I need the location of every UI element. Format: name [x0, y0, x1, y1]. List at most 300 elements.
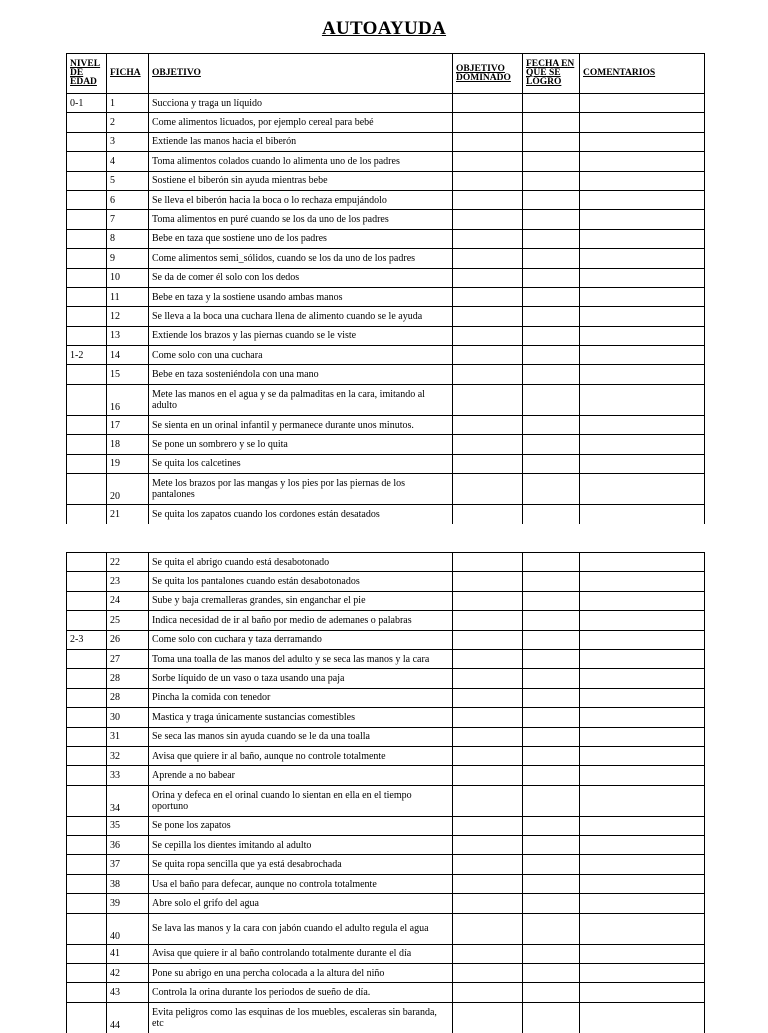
fecha-cell	[523, 669, 580, 688]
header-ficha: FICHA	[107, 54, 149, 94]
ficha-cell: 8	[107, 229, 149, 248]
fecha-cell	[523, 688, 580, 707]
ficha-cell: 32	[107, 746, 149, 765]
fecha-cell	[523, 365, 580, 384]
fecha-cell	[523, 132, 580, 151]
ficha-cell: 42	[107, 964, 149, 983]
objetivo-cell: Evita peligros como las esquinas de los muebles, escaleras sin baranda, etc	[149, 1002, 453, 1033]
objetivo-cell: Abre solo el grifo del agua	[149, 894, 453, 913]
objetivo-cell: Usa el baño para defecar, aunque no controla totalmente	[149, 874, 453, 893]
fecha-cell	[523, 268, 580, 287]
comentarios-cell	[580, 190, 705, 209]
comentarios-cell	[580, 688, 705, 707]
table-row	[67, 326, 705, 345]
comentarios-cell	[580, 415, 705, 434]
fecha-cell	[523, 415, 580, 434]
objetivo-cell: Orina y defeca en el orinal cuando lo sientan en ella en el tiempo oportuno	[149, 785, 453, 816]
table-row	[67, 1002, 705, 1033]
ficha-cell: 18	[107, 435, 149, 454]
comentarios-cell	[580, 474, 705, 505]
ficha-cell: 27	[107, 649, 149, 668]
objetivo-dominado-cell	[453, 874, 523, 893]
objetivo-dominado-cell	[453, 630, 523, 649]
objetivo-cell: Se da de comer él solo con los dedos	[149, 268, 453, 287]
fecha-cell	[523, 855, 580, 874]
nivel-cell	[67, 132, 107, 151]
nivel-cell: 1-2	[67, 346, 107, 365]
objetivo-cell: Come alimentos licuados, por ejemplo cereal para bebé	[149, 113, 453, 132]
nivel-cell	[67, 572, 107, 591]
table-row	[67, 855, 705, 874]
nivel-cell	[67, 113, 107, 132]
nivel-cell	[67, 983, 107, 1002]
comentarios-cell	[580, 210, 705, 229]
table-row	[67, 964, 705, 983]
comentarios-cell	[580, 249, 705, 268]
table-row	[67, 836, 705, 855]
ficha-cell: 38	[107, 874, 149, 893]
comentarios-cell	[580, 913, 705, 944]
objetivo-cell: Avisa que quiere ir al baño, aunque no controle totalmente	[149, 746, 453, 765]
table-row	[67, 346, 705, 365]
objetivo-dominado-cell	[453, 669, 523, 688]
ficha-cell: 21	[107, 505, 149, 524]
ficha-cell: 10	[107, 268, 149, 287]
fecha-cell	[523, 1002, 580, 1033]
comentarios-cell	[580, 816, 705, 835]
comentarios-cell	[580, 894, 705, 913]
comentarios-cell	[580, 630, 705, 649]
ficha-cell: 37	[107, 855, 149, 874]
table-row	[67, 268, 705, 287]
fecha-cell	[523, 384, 580, 415]
comentarios-cell	[580, 171, 705, 190]
objetivo-dominado-cell	[453, 836, 523, 855]
ficha-cell: 34	[107, 785, 149, 816]
ficha-cell: 43	[107, 983, 149, 1002]
objetivo-cell: Se sienta en un orinal infantil y permanece durante unos minutos.	[149, 415, 453, 434]
objetivo-dominado-cell	[453, 611, 523, 630]
objetivo-cell: Extiende las manos hacia el biberón	[149, 132, 453, 151]
table-row	[67, 287, 705, 306]
ficha-cell: 7	[107, 210, 149, 229]
comentarios-cell	[580, 553, 705, 572]
comentarios-cell	[580, 766, 705, 785]
objetivo-dominado-cell	[453, 132, 523, 151]
objetivo-cell: Se seca las manos sin ayuda cuando se le da una toalla	[149, 727, 453, 746]
fecha-cell	[523, 326, 580, 345]
nivel-cell	[67, 1002, 107, 1033]
ficha-cell: 28	[107, 688, 149, 707]
header-objetivo: OBJETIVO	[149, 54, 453, 94]
table-row	[67, 816, 705, 835]
objetivo-dominado-cell	[453, 708, 523, 727]
ficha-cell: 12	[107, 307, 149, 326]
objetivo-cell: Toma alimentos en puré cuando se los da uno de los padres	[149, 210, 453, 229]
objetivo-dominado-cell	[453, 688, 523, 707]
objetivo-dominado-cell	[453, 572, 523, 591]
table-row	[67, 152, 705, 171]
objetivo-dominado-cell	[453, 766, 523, 785]
table-row	[67, 874, 705, 893]
nivel-cell	[67, 591, 107, 610]
nivel-cell	[67, 474, 107, 505]
objetivo-dominado-cell	[453, 210, 523, 229]
nivel-cell	[67, 874, 107, 893]
ficha-cell: 6	[107, 190, 149, 209]
objetivo-dominado-cell	[453, 855, 523, 874]
objetivo-cell: Mastica y traga únicamente sustancias comestibles	[149, 708, 453, 727]
nivel-cell	[67, 913, 107, 944]
comentarios-cell	[580, 94, 705, 113]
nivel-cell	[67, 307, 107, 326]
ficha-cell: 11	[107, 287, 149, 306]
fecha-cell	[523, 229, 580, 248]
fecha-cell	[523, 171, 580, 190]
objetivo-cell: Pone su abrigo en una percha colocada a la altura del niño	[149, 964, 453, 983]
objetivo-cell: Se pone un sombrero y se lo quita	[149, 435, 453, 454]
objetivo-dominado-cell	[453, 268, 523, 287]
ficha-cell: 20	[107, 474, 149, 505]
fecha-cell	[523, 708, 580, 727]
ficha-cell: 23	[107, 572, 149, 591]
ficha-cell: 2	[107, 113, 149, 132]
objectives-table-page-1	[66, 53, 705, 524]
fecha-cell	[523, 591, 580, 610]
fecha-cell	[523, 630, 580, 649]
table-row	[67, 384, 705, 415]
fecha-cell	[523, 307, 580, 326]
objetivo-dominado-cell	[453, 649, 523, 668]
objetivo-cell: Se quita los zapatos cuando los cordones están desatados	[149, 505, 453, 524]
objetivo-cell: Mete los brazos por las mangas y los pies por las piernas de los pantalones	[149, 474, 453, 505]
comentarios-cell	[580, 505, 705, 524]
nivel-cell	[67, 454, 107, 473]
objectives-table-page-2	[66, 552, 705, 1033]
comentarios-cell	[580, 727, 705, 746]
table-header-row	[67, 54, 705, 94]
table-row	[67, 249, 705, 268]
objetivo-cell: Controla la orina durante los periodos de sueño de día.	[149, 983, 453, 1002]
ficha-cell: 5	[107, 171, 149, 190]
fecha-cell	[523, 94, 580, 113]
ficha-cell: 19	[107, 454, 149, 473]
nivel-cell	[67, 785, 107, 816]
objetivo-dominado-cell	[453, 113, 523, 132]
objetivo-cell: Bebe en taza y la sostiene usando ambas manos	[149, 287, 453, 306]
ficha-cell: 4	[107, 152, 149, 171]
objetivo-cell: Se lava las manos y la cara con jabón cuando el adulto regula el agua	[149, 913, 453, 944]
objetivo-dominado-cell	[453, 1002, 523, 1033]
fecha-cell	[523, 913, 580, 944]
ficha-cell: 30	[107, 708, 149, 727]
comentarios-cell	[580, 572, 705, 591]
objetivo-dominado-cell	[453, 365, 523, 384]
objetivo-cell: Bebe en taza que sostiene uno de los padres	[149, 229, 453, 248]
comentarios-cell	[580, 746, 705, 765]
table-row	[67, 591, 705, 610]
objetivo-cell: Extiende los brazos y las piernas cuando se le viste	[149, 326, 453, 345]
fecha-cell	[523, 611, 580, 630]
table-row	[67, 474, 705, 505]
nivel-cell: 0-1	[67, 94, 107, 113]
fecha-cell	[523, 249, 580, 268]
objetivo-cell: Se lleva el biberón hacia la boca o lo rechaza empujándolo	[149, 190, 453, 209]
objetivo-cell: Sube y baja cremalleras grandes, sin enganchar el pie	[149, 591, 453, 610]
nivel-cell	[67, 611, 107, 630]
objetivo-cell: Indica necesidad de ir al baño por medio de ademanes o palabras	[149, 611, 453, 630]
comentarios-cell	[580, 384, 705, 415]
comentarios-cell	[580, 287, 705, 306]
comentarios-cell	[580, 964, 705, 983]
nivel-cell	[67, 669, 107, 688]
fecha-cell	[523, 836, 580, 855]
objetivo-dominado-cell	[453, 229, 523, 248]
fecha-cell	[523, 113, 580, 132]
objetivo-cell: Se cepilla los dientes imitando al adulto	[149, 836, 453, 855]
ficha-cell: 33	[107, 766, 149, 785]
objetivo-cell: Avisa que quiere ir al baño controlando totalmente durante el día	[149, 944, 453, 963]
comentarios-cell	[580, 855, 705, 874]
fecha-cell	[523, 964, 580, 983]
table-row	[67, 894, 705, 913]
nivel-cell	[67, 746, 107, 765]
nivel-cell: 2-3	[67, 630, 107, 649]
fecha-cell	[523, 505, 580, 524]
table-row	[67, 649, 705, 668]
nivel-cell	[67, 505, 107, 524]
objetivo-dominado-cell	[453, 94, 523, 113]
fecha-cell	[523, 435, 580, 454]
comentarios-cell	[580, 785, 705, 816]
objetivo-cell: Se quita los pantalones cuando están desabotonados	[149, 572, 453, 591]
nivel-cell	[67, 435, 107, 454]
table-row	[67, 746, 705, 765]
table-row	[67, 454, 705, 473]
table-row	[67, 307, 705, 326]
objetivo-dominado-cell	[453, 435, 523, 454]
table-row	[67, 415, 705, 434]
objetivo-dominado-cell	[453, 152, 523, 171]
objetivo-dominado-cell	[453, 944, 523, 963]
fecha-cell	[523, 152, 580, 171]
comentarios-cell	[580, 669, 705, 688]
header-comentarios: COMENTARIOS	[580, 54, 705, 94]
table-row	[67, 983, 705, 1002]
objetivo-cell: Succiona y traga un líquido	[149, 94, 453, 113]
nivel-cell	[67, 944, 107, 963]
comentarios-cell	[580, 454, 705, 473]
table-row	[67, 688, 705, 707]
objetivo-cell: Bebe en taza sosteniéndola con una mano	[149, 365, 453, 384]
objetivo-dominado-cell	[453, 964, 523, 983]
nivel-cell	[67, 210, 107, 229]
nivel-cell	[67, 708, 107, 727]
fecha-cell	[523, 746, 580, 765]
ficha-cell: 15	[107, 365, 149, 384]
objetivo-dominado-cell	[453, 983, 523, 1002]
objetivo-dominado-cell	[453, 785, 523, 816]
nivel-cell	[67, 855, 107, 874]
header-fecha: FECHA EN QUE SE LOGRO	[523, 54, 580, 94]
nivel-cell	[67, 964, 107, 983]
table-row	[67, 708, 705, 727]
comentarios-cell	[580, 874, 705, 893]
table-row	[67, 435, 705, 454]
objetivo-dominado-cell	[453, 816, 523, 835]
table-row	[67, 505, 705, 524]
fecha-cell	[523, 894, 580, 913]
comentarios-cell	[580, 268, 705, 287]
page-title: AUTOAYUDA	[321, 18, 447, 39]
fecha-cell	[523, 572, 580, 591]
objetivo-dominado-cell	[453, 415, 523, 434]
nivel-cell	[67, 171, 107, 190]
objetivo-cell: Se quita el abrigo cuando está desabotonado	[149, 553, 453, 572]
comentarios-cell	[580, 649, 705, 668]
objetivo-cell: Se lleva a la boca una cuchara llena de alimento cuando se le ayuda	[149, 307, 453, 326]
objetivo-dominado-cell	[453, 384, 523, 415]
ficha-cell: 22	[107, 553, 149, 572]
nivel-cell	[67, 727, 107, 746]
objetivo-dominado-cell	[453, 894, 523, 913]
table-row	[67, 210, 705, 229]
objetivo-cell: Aprende a no babear	[149, 766, 453, 785]
nivel-cell	[67, 249, 107, 268]
objetivo-cell: Come alimentos semi_sólidos, cuando se los da uno de los padres	[149, 249, 453, 268]
comentarios-cell	[580, 611, 705, 630]
table-row	[67, 553, 705, 572]
objetivo-dominado-cell	[453, 553, 523, 572]
fecha-cell	[523, 816, 580, 835]
fecha-cell	[523, 983, 580, 1002]
ficha-cell: 25	[107, 611, 149, 630]
comentarios-cell	[580, 944, 705, 963]
nivel-cell	[67, 268, 107, 287]
table-row	[67, 913, 705, 944]
ficha-cell: 35	[107, 816, 149, 835]
nivel-cell	[67, 152, 107, 171]
ficha-cell: 13	[107, 326, 149, 345]
objetivo-dominado-cell	[453, 505, 523, 524]
nivel-cell	[67, 649, 107, 668]
table-row	[67, 132, 705, 151]
ficha-cell: 1	[107, 94, 149, 113]
ficha-cell: 39	[107, 894, 149, 913]
objetivo-dominado-cell	[453, 287, 523, 306]
nivel-cell	[67, 553, 107, 572]
comentarios-cell	[580, 307, 705, 326]
table-row	[67, 611, 705, 630]
ficha-cell: 36	[107, 836, 149, 855]
nivel-cell	[67, 415, 107, 434]
comentarios-cell	[580, 152, 705, 171]
objetivo-dominado-cell	[453, 474, 523, 505]
nivel-cell	[67, 384, 107, 415]
fecha-cell	[523, 649, 580, 668]
objetivo-dominado-cell	[453, 171, 523, 190]
comentarios-cell	[580, 591, 705, 610]
objetivo-cell: Come solo con cuchara y taza derramando	[149, 630, 453, 649]
objetivo-dominado-cell	[453, 913, 523, 944]
ficha-cell: 9	[107, 249, 149, 268]
objetivo-cell: Se quita los calcetines	[149, 454, 453, 473]
ficha-cell: 14	[107, 346, 149, 365]
nivel-cell	[67, 894, 107, 913]
fecha-cell	[523, 785, 580, 816]
objetivo-dominado-cell	[453, 346, 523, 365]
fecha-cell	[523, 474, 580, 505]
table-row	[67, 113, 705, 132]
table-row	[67, 190, 705, 209]
comentarios-cell	[580, 229, 705, 248]
fecha-cell	[523, 210, 580, 229]
ficha-cell: 40	[107, 913, 149, 944]
comentarios-cell	[580, 435, 705, 454]
table-row	[67, 630, 705, 649]
objetivo-dominado-cell	[453, 746, 523, 765]
table-row	[67, 229, 705, 248]
nivel-cell	[67, 688, 107, 707]
comentarios-cell	[580, 836, 705, 855]
table-row	[67, 785, 705, 816]
ficha-cell: 17	[107, 415, 149, 434]
table-row	[67, 572, 705, 591]
comentarios-cell	[580, 365, 705, 384]
ficha-cell: 16	[107, 384, 149, 415]
fecha-cell	[523, 553, 580, 572]
ficha-cell: 28	[107, 669, 149, 688]
comentarios-cell	[580, 326, 705, 345]
nivel-cell	[67, 229, 107, 248]
objetivo-cell: Toma alimentos colados cuando lo alimenta uno de los padres	[149, 152, 453, 171]
nivel-cell	[67, 766, 107, 785]
objetivo-cell: Sostiene el biberón sin ayuda mientras bebe	[149, 171, 453, 190]
fecha-cell	[523, 454, 580, 473]
ficha-cell: 41	[107, 944, 149, 963]
table-row	[67, 944, 705, 963]
nivel-cell	[67, 190, 107, 209]
objetivo-cell: Se pone los zapatos	[149, 816, 453, 835]
ficha-cell: 26	[107, 630, 149, 649]
comentarios-cell	[580, 346, 705, 365]
ficha-cell: 31	[107, 727, 149, 746]
objetivo-cell: Sorbe líquido de un vaso o taza usando una paja	[149, 669, 453, 688]
comentarios-cell	[580, 132, 705, 151]
table-row	[67, 365, 705, 384]
table-row	[67, 171, 705, 190]
objetivo-cell: Se quita ropa sencilla que ya está desabrochada	[149, 855, 453, 874]
fecha-cell	[523, 346, 580, 365]
comentarios-cell	[580, 708, 705, 727]
header-nivel: NIVEL DE EDAD	[67, 54, 107, 94]
ficha-cell: 44	[107, 1002, 149, 1033]
fecha-cell	[523, 944, 580, 963]
table-row	[67, 669, 705, 688]
objetivo-dominado-cell	[453, 326, 523, 345]
nivel-cell	[67, 287, 107, 306]
fecha-cell	[523, 190, 580, 209]
objetivo-dominado-cell	[453, 190, 523, 209]
table-row	[67, 94, 705, 113]
nivel-cell	[67, 326, 107, 345]
table-row	[67, 766, 705, 785]
ficha-cell: 24	[107, 591, 149, 610]
ficha-cell: 3	[107, 132, 149, 151]
objetivo-dominado-cell	[453, 454, 523, 473]
fecha-cell	[523, 287, 580, 306]
objetivo-dominado-cell	[453, 727, 523, 746]
